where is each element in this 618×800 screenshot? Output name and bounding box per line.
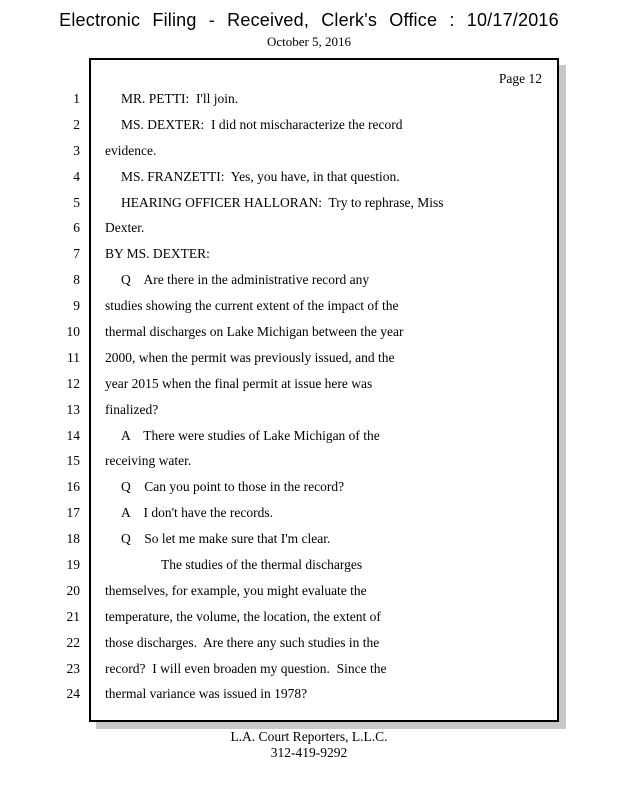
line-number: 16: [66, 479, 80, 495]
line-number: 11: [67, 349, 80, 365]
transcript-line: [50, 557, 570, 583]
transcript-line: [50, 505, 570, 531]
line-text: A There were studies of Lake Michigan of the: [121, 427, 380, 443]
transcript-line: [50, 117, 570, 143]
line-text: MS. FRANZETTI: Yes, you have, in that question.: [121, 168, 400, 184]
line-text: receiving water.: [105, 453, 192, 469]
line-number: 14: [66, 427, 80, 443]
line-text: finalized?: [105, 401, 159, 417]
line-text: evidence.: [105, 142, 157, 158]
transcript-line: [50, 143, 570, 169]
transcript-line: [50, 635, 570, 661]
transcript-line: [50, 661, 570, 687]
transcript-line: [50, 195, 570, 221]
line-number: 10: [66, 324, 80, 340]
transcript-line: [50, 583, 570, 609]
transcript-line: [50, 169, 570, 195]
transcript-line: [50, 402, 570, 428]
transcript-line: [50, 609, 570, 635]
transcript-line: [50, 324, 570, 350]
line-number: 4: [73, 168, 80, 184]
transcript-line: [50, 479, 570, 505]
line-number: 2: [73, 116, 80, 132]
line-text: thermal discharges on Lake Michigan between the year: [105, 324, 404, 340]
line-text: HEARING OFFICER HALLORAN: Try to rephrase, Miss: [121, 194, 444, 210]
line-text: studies showing the current extent of the impact of the: [105, 298, 399, 314]
transcript-line: [50, 91, 570, 117]
line-text: those discharges. Are there any such studies in the: [105, 634, 380, 650]
line-number: 22: [66, 634, 80, 650]
page-number-label: Page 12: [498, 71, 542, 86]
line-text: Q So let me make sure that I'm clear.: [121, 531, 331, 547]
line-number: 20: [66, 582, 80, 598]
line-number: 3: [73, 142, 80, 158]
line-text: thermal variance was issued in 1978?: [105, 686, 308, 702]
line-text: MS. DEXTER: I did not mischaracterize the record: [121, 116, 403, 132]
line-number: 13: [66, 401, 80, 417]
transcript-line: [50, 246, 570, 272]
line-text: themselves, for example, you might evaluate the: [105, 582, 367, 598]
line-text: The studies of the thermal discharges: [161, 557, 363, 573]
line-number: 5: [73, 194, 80, 210]
line-number: 21: [66, 608, 80, 624]
line-text: Q Are there in the administrative record any: [121, 272, 370, 288]
line-number: 24: [66, 686, 80, 702]
line-text: Dexter.: [105, 220, 145, 236]
reporter-footer: [0, 729, 618, 761]
line-number: 9: [73, 298, 80, 314]
line-text: MR. PETTI: I'll join.: [121, 91, 239, 106]
line-text: temperature, the volume, the location, the extent of: [105, 608, 381, 624]
transcript-line: [50, 350, 570, 376]
line-number: 7: [73, 246, 80, 262]
line-text: A I don't have the records.: [121, 505, 274, 521]
transcript-line: [50, 453, 570, 479]
page-title: Electronic Filing - Received, Clerk's Office : 10/17/2016: [59, 10, 559, 30]
transcript-line: [50, 531, 570, 557]
line-number: 23: [66, 660, 80, 676]
line-number: 19: [66, 557, 80, 573]
line-number: 12: [66, 375, 80, 391]
transcript-line: [50, 298, 570, 324]
transcript-line: [50, 428, 570, 454]
line-text: 2000, when the permit was previously issued, and the: [105, 349, 395, 365]
line-text: Q Can you point to those in the record?: [121, 479, 345, 495]
transcript-line: [50, 686, 570, 712]
line-number: 18: [66, 531, 80, 547]
reporter-phone: 312-419-9292: [270, 745, 348, 760]
transcript-line: [50, 376, 570, 402]
line-text: year 2015 when the final permit at issue here was: [105, 375, 373, 391]
line-number: 17: [66, 505, 80, 521]
hearing-date: October 5, 2016: [266, 34, 352, 49]
line-number: 1: [73, 91, 80, 106]
transcript-line: [50, 272, 570, 298]
line-text: BY MS. DEXTER:: [105, 246, 210, 262]
transcript-line: [50, 220, 570, 246]
line-number: 15: [66, 453, 80, 469]
line-text: record? I will even broaden my question. Since the: [105, 660, 387, 676]
line-number: 8: [73, 272, 80, 288]
reporter-company: L.A. Court Reporters, L.L.C.: [230, 729, 388, 744]
line-number: 6: [73, 220, 80, 236]
transcript-lines: [50, 91, 570, 712]
